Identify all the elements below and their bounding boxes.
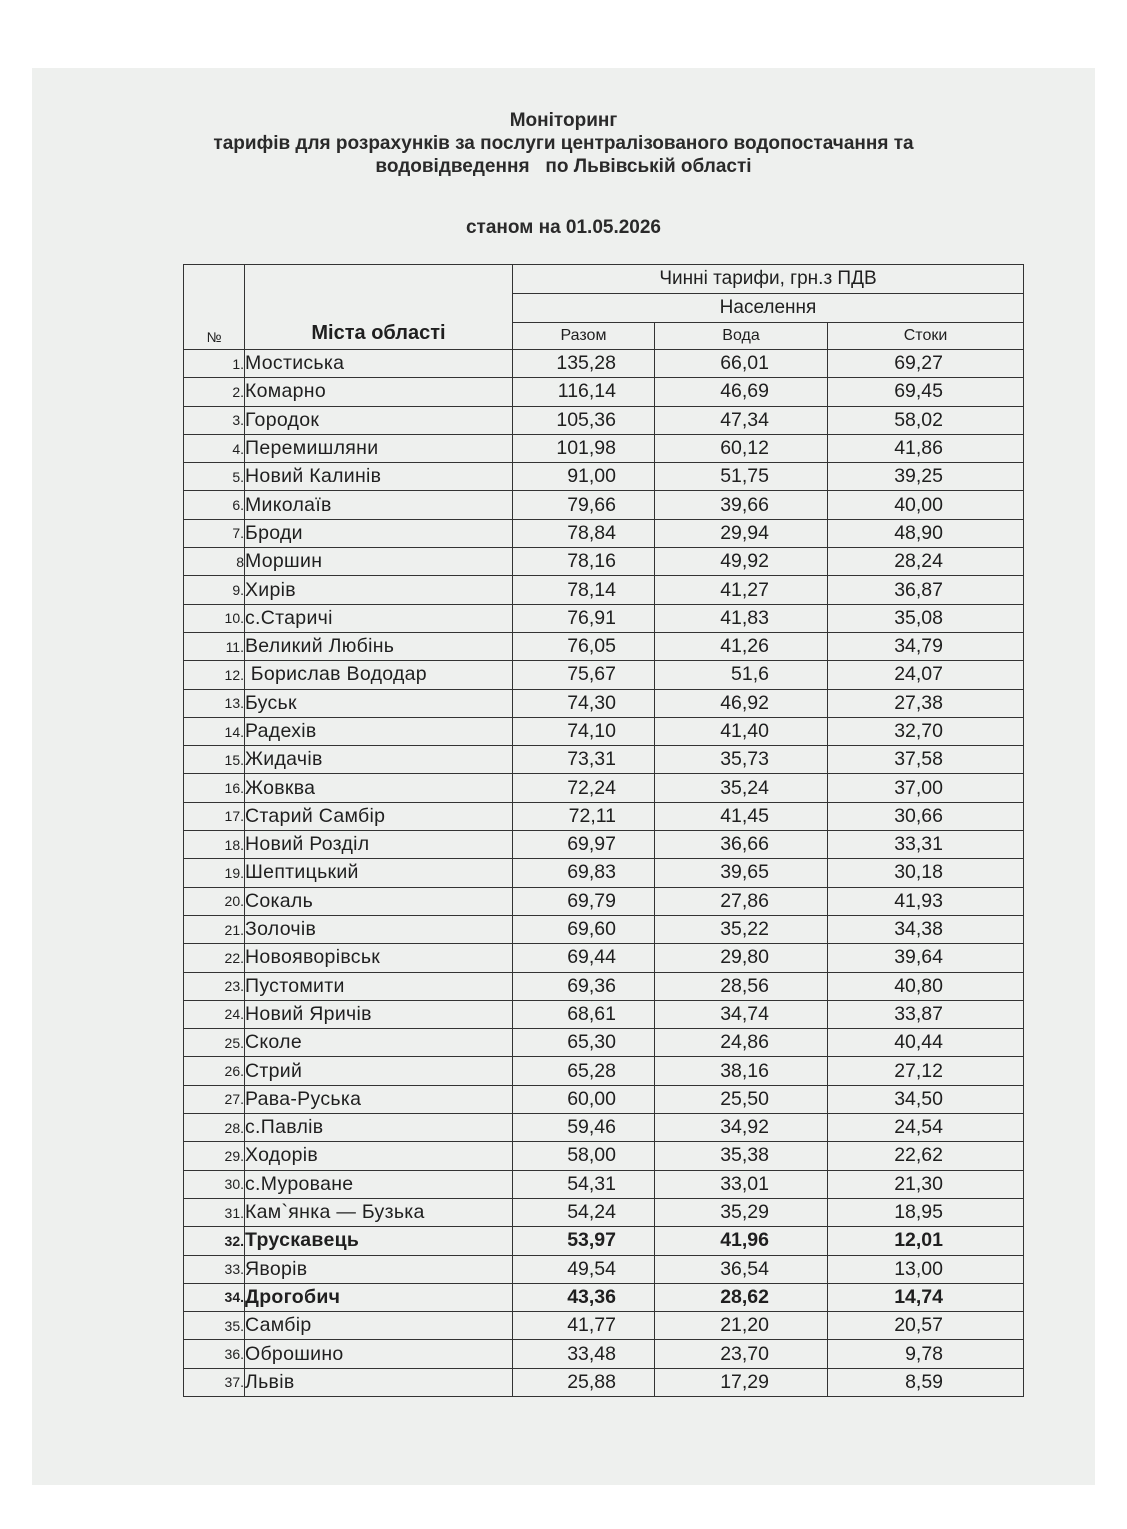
row-sewer: 20,57: [828, 1312, 1024, 1340]
row-number: 32.: [184, 1227, 245, 1255]
row-water: 47,34: [655, 406, 828, 434]
row-sewer: 34,38: [828, 915, 1024, 943]
row-water: 46,92: [655, 689, 828, 717]
row-city: Новояворівськ: [245, 944, 513, 972]
row-number: 6.: [184, 491, 245, 519]
table-row: [184, 831, 1024, 859]
row-sum: 41,77: [513, 1312, 655, 1340]
row-city: Моршин: [245, 548, 513, 576]
row-number: 30.: [184, 1170, 245, 1198]
header-number: №: [184, 265, 245, 350]
row-number: 24.: [184, 1000, 245, 1028]
row-number: 26.: [184, 1057, 245, 1085]
row-water: 51,6: [655, 661, 828, 689]
row-water: 39,65: [655, 859, 828, 887]
row-number: 2.: [184, 378, 245, 406]
row-number: 35.: [184, 1312, 245, 1340]
row-sum: 54,24: [513, 1198, 655, 1226]
row-sum: 69,36: [513, 972, 655, 1000]
table-row: [184, 1283, 1024, 1311]
row-number: 4.: [184, 434, 245, 462]
row-sum: 73,31: [513, 746, 655, 774]
row-sum: 72,11: [513, 802, 655, 830]
row-city: с.Старичі: [245, 604, 513, 632]
row-sum: 74,10: [513, 717, 655, 745]
row-sewer: 12,01: [828, 1227, 1024, 1255]
row-number: 3.: [184, 406, 245, 434]
row-sum: 69,83: [513, 859, 655, 887]
row-city: Трускавець: [245, 1227, 513, 1255]
row-number: 14.: [184, 717, 245, 745]
row-sum: 60,00: [513, 1085, 655, 1113]
row-sewer: 35,08: [828, 604, 1024, 632]
row-sewer: 39,25: [828, 463, 1024, 491]
row-sum: 78,14: [513, 576, 655, 604]
title-line-1: Моніторинг: [509, 110, 618, 131]
row-sum: 53,97: [513, 1227, 655, 1255]
header-population: Населення: [513, 294, 1024, 323]
row-sum: 75,67: [513, 661, 655, 689]
row-city: Оброшино: [245, 1340, 513, 1368]
row-water: 60,12: [655, 434, 828, 462]
row-city: Буськ: [245, 689, 513, 717]
header-tariffs-group: Чинні тарифи, грн.з ПДВ: [513, 265, 1024, 294]
row-city: Яворів: [245, 1255, 513, 1283]
row-number: 29.: [184, 1142, 245, 1170]
row-water: 41,26: [655, 632, 828, 660]
table-row: [184, 1255, 1024, 1283]
table-row: [184, 717, 1024, 745]
table-row: [184, 350, 1024, 378]
row-city: Хирів: [245, 576, 513, 604]
header-sum: Разом: [513, 323, 655, 350]
row-number: 23.: [184, 972, 245, 1000]
row-number: 8: [184, 548, 245, 576]
table-row: [184, 1312, 1024, 1340]
row-sum: 79,66: [513, 491, 655, 519]
row-number: 17.: [184, 802, 245, 830]
row-sum: 135,28: [513, 350, 655, 378]
row-sum: 69,79: [513, 887, 655, 915]
table-row: [184, 1142, 1024, 1170]
row-sum: 105,36: [513, 406, 655, 434]
row-water: 28,62: [655, 1283, 828, 1311]
row-water: 23,70: [655, 1340, 828, 1368]
row-city: Старий Самбір: [245, 802, 513, 830]
table-body: [184, 350, 1024, 1397]
title-line-2: тарифів для розрахунків за послуги централізованого водопостачання та: [213, 133, 914, 154]
row-sewer: 37,00: [828, 774, 1024, 802]
table-row: [184, 746, 1024, 774]
row-sewer: 24,54: [828, 1114, 1024, 1142]
tariff-table: [183, 264, 1024, 1397]
row-water: 28,56: [655, 972, 828, 1000]
row-city: Великий Любінь: [245, 632, 513, 660]
row-water: 35,73: [655, 746, 828, 774]
table-row: [184, 1057, 1024, 1085]
row-sewer: 27,38: [828, 689, 1024, 717]
row-sum: 68,61: [513, 1000, 655, 1028]
row-city: Новий Калинів: [245, 463, 513, 491]
row-sewer: 34,50: [828, 1085, 1024, 1113]
row-city: Миколаїв: [245, 491, 513, 519]
row-water: 41,27: [655, 576, 828, 604]
row-water: 41,83: [655, 604, 828, 632]
row-water: 27,86: [655, 887, 828, 915]
table-row: [184, 944, 1024, 972]
row-sewer: 41,93: [828, 887, 1024, 915]
row-sum: 58,00: [513, 1142, 655, 1170]
row-sum: 116,14: [513, 378, 655, 406]
table-row: [184, 406, 1024, 434]
table-row: [184, 1114, 1024, 1142]
row-sewer: 39,64: [828, 944, 1024, 972]
row-water: 29,94: [655, 519, 828, 547]
row-water: 34,74: [655, 1000, 828, 1028]
row-water: 35,24: [655, 774, 828, 802]
row-water: 41,40: [655, 717, 828, 745]
row-city: Пустомити: [245, 972, 513, 1000]
row-city: Броди: [245, 519, 513, 547]
row-sum: 101,98: [513, 434, 655, 462]
row-water: 35,29: [655, 1198, 828, 1226]
row-number: 22.: [184, 944, 245, 972]
row-water: 41,45: [655, 802, 828, 830]
row-sum: 33,48: [513, 1340, 655, 1368]
row-sewer: 40,00: [828, 491, 1024, 519]
row-sewer: 8,59: [828, 1368, 1024, 1396]
row-number: 13.: [184, 689, 245, 717]
row-city: Жидачів: [245, 746, 513, 774]
row-water: 38,16: [655, 1057, 828, 1085]
row-city: с.Муроване: [245, 1170, 513, 1198]
table-row: [184, 689, 1024, 717]
row-water: 36,66: [655, 831, 828, 859]
row-sewer: 36,87: [828, 576, 1024, 604]
row-number: 37.: [184, 1368, 245, 1396]
row-sewer: 32,70: [828, 717, 1024, 745]
row-water: 51,75: [655, 463, 828, 491]
row-sewer: 37,58: [828, 746, 1024, 774]
table-row: [184, 774, 1024, 802]
row-city: Новий Розділ: [245, 831, 513, 859]
row-number: 33.: [184, 1255, 245, 1283]
table-row: [184, 1227, 1024, 1255]
row-number: 21.: [184, 915, 245, 943]
row-sewer: 69,45: [828, 378, 1024, 406]
row-sewer: 18,95: [828, 1198, 1024, 1226]
row-city: Радехів: [245, 717, 513, 745]
row-sewer: 40,44: [828, 1029, 1024, 1057]
row-number: 19.: [184, 859, 245, 887]
table-row: [184, 661, 1024, 689]
table-row: [184, 972, 1024, 1000]
header-sewer: Стоки: [828, 323, 1024, 350]
row-city: Стрий: [245, 1057, 513, 1085]
row-sewer: 58,02: [828, 406, 1024, 434]
row-sum: 54,31: [513, 1170, 655, 1198]
row-city: Шептицький: [245, 859, 513, 887]
row-city: Рава-Руська: [245, 1085, 513, 1113]
row-city: Перемишляни: [245, 434, 513, 462]
row-sewer: 33,87: [828, 1000, 1024, 1028]
row-water: 35,38: [655, 1142, 828, 1170]
table-row: [184, 1198, 1024, 1226]
title-line-3: водовідведення по Львівській області: [375, 156, 752, 177]
row-water: 35,22: [655, 915, 828, 943]
table-row: [184, 491, 1024, 519]
row-sewer: 69,27: [828, 350, 1024, 378]
row-city: Кам`янка — Бузька: [245, 1198, 513, 1226]
row-sewer: 48,90: [828, 519, 1024, 547]
row-sum: 69,60: [513, 915, 655, 943]
row-city: Золочів: [245, 915, 513, 943]
row-sewer: 28,24: [828, 548, 1024, 576]
row-sum: 76,91: [513, 604, 655, 632]
row-sewer: 34,79: [828, 632, 1024, 660]
row-sum: 25,88: [513, 1368, 655, 1396]
row-sum: 78,84: [513, 519, 655, 547]
row-sewer: 14,74: [828, 1283, 1024, 1311]
table-row: [184, 548, 1024, 576]
date-line: станом на 01.05.2026: [465, 217, 662, 238]
row-water: 66,01: [655, 350, 828, 378]
row-sum: 49,54: [513, 1255, 655, 1283]
row-water: 33,01: [655, 1170, 828, 1198]
row-sewer: 40,80: [828, 972, 1024, 1000]
row-number: 27.: [184, 1085, 245, 1113]
row-water: 21,20: [655, 1312, 828, 1340]
row-sewer: 21,30: [828, 1170, 1024, 1198]
table-row: [184, 802, 1024, 830]
table-row: [184, 1000, 1024, 1028]
table-row: [184, 915, 1024, 943]
row-number: 25.: [184, 1029, 245, 1057]
row-sewer: 22,62: [828, 1142, 1024, 1170]
row-water: 34,92: [655, 1114, 828, 1142]
row-water: 29,80: [655, 944, 828, 972]
row-number: 20.: [184, 887, 245, 915]
row-sum: 65,28: [513, 1057, 655, 1085]
row-sum: 72,24: [513, 774, 655, 802]
row-number: 18.: [184, 831, 245, 859]
row-water: 41,96: [655, 1227, 828, 1255]
row-city: Самбір: [245, 1312, 513, 1340]
header-city: Міста області: [245, 265, 513, 350]
row-number: 10.: [184, 604, 245, 632]
table-row: [184, 576, 1024, 604]
row-water: 17,29: [655, 1368, 828, 1396]
row-sewer: 13,00: [828, 1255, 1024, 1283]
row-sum: 76,05: [513, 632, 655, 660]
row-number: 31.: [184, 1198, 245, 1226]
row-number: 9.: [184, 576, 245, 604]
row-number: 16.: [184, 774, 245, 802]
row-water: 36,54: [655, 1255, 828, 1283]
table-row: [184, 519, 1024, 547]
table-row: [184, 1085, 1024, 1113]
row-city: с.Павлів: [245, 1114, 513, 1142]
row-number: 5.: [184, 463, 245, 491]
table-row: [184, 463, 1024, 491]
row-number: 1.: [184, 350, 245, 378]
row-city: Ходорів: [245, 1142, 513, 1170]
row-number: 12.: [184, 661, 245, 689]
row-city: Сколе: [245, 1029, 513, 1057]
row-sum: 74,30: [513, 689, 655, 717]
row-sewer: 27,12: [828, 1057, 1024, 1085]
table-row: [184, 378, 1024, 406]
table-row: [184, 1340, 1024, 1368]
row-city: Дрогобич: [245, 1283, 513, 1311]
row-city: Комарно: [245, 378, 513, 406]
table-row: [184, 1170, 1024, 1198]
row-city: Новий Яричів: [245, 1000, 513, 1028]
row-sewer: 24,07: [828, 661, 1024, 689]
table-row: [184, 887, 1024, 915]
table-row: [184, 632, 1024, 660]
row-number: 36.: [184, 1340, 245, 1368]
row-sewer: 41,86: [828, 434, 1024, 462]
row-sum: 91,00: [513, 463, 655, 491]
row-city: Сокаль: [245, 887, 513, 915]
row-sewer: 30,18: [828, 859, 1024, 887]
row-city: Мостиська: [245, 350, 513, 378]
row-sewer: 33,31: [828, 831, 1024, 859]
row-water: 24,86: [655, 1029, 828, 1057]
row-sewer: 30,66: [828, 802, 1024, 830]
row-water: 46,69: [655, 378, 828, 406]
row-city: Жовква: [245, 774, 513, 802]
row-sum: 43,36: [513, 1283, 655, 1311]
row-city: Борислав Вододар: [245, 661, 513, 689]
table-row: [184, 434, 1024, 462]
row-sum: 69,97: [513, 831, 655, 859]
row-number: 7.: [184, 519, 245, 547]
row-city: Городок: [245, 406, 513, 434]
row-water: 49,92: [655, 548, 828, 576]
row-sum: 69,44: [513, 944, 655, 972]
row-sewer: 9,78: [828, 1340, 1024, 1368]
table-row: [184, 859, 1024, 887]
table-row: [184, 1368, 1024, 1396]
row-water: 25,50: [655, 1085, 828, 1113]
table-row: [184, 1029, 1024, 1057]
row-number: 11.: [184, 632, 245, 660]
row-number: 15.: [184, 746, 245, 774]
row-water: 39,66: [655, 491, 828, 519]
row-number: 28.: [184, 1114, 245, 1142]
table-row: [184, 604, 1024, 632]
row-sum: 65,30: [513, 1029, 655, 1057]
row-sum: 59,46: [513, 1114, 655, 1142]
row-number: 34.: [184, 1283, 245, 1311]
row-sum: 78,16: [513, 548, 655, 576]
header-water: Вода: [655, 323, 828, 350]
row-city: Львів: [245, 1368, 513, 1396]
